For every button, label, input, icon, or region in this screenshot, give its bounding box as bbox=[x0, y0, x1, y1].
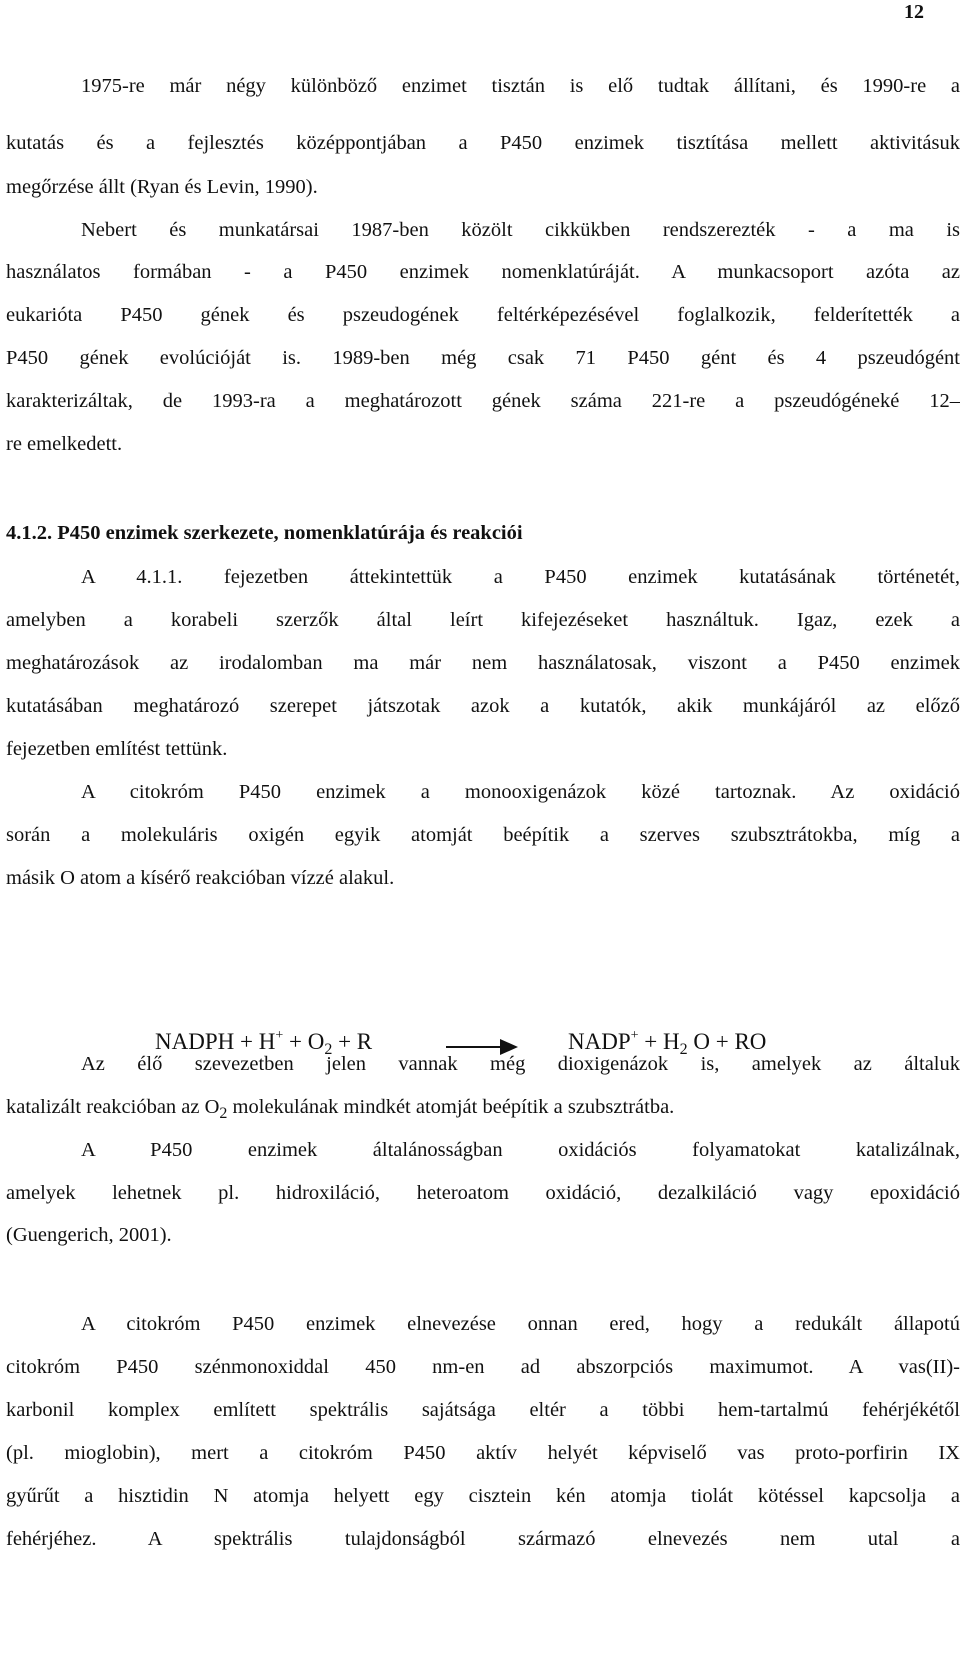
text-line: amelyben a korabeli szerzők által leírt kifejezéseket használtuk. Igaz, ezek a bbox=[6, 609, 960, 631]
text-line: A citokróm P450 enzimek a monooxigenázok közé tartoznak. Az oxidáció bbox=[81, 781, 960, 803]
text-line: citokróm P450 szénmonoxiddal 450 nm-en ad abszorpciós maximumot. A vas(II)- bbox=[6, 1356, 960, 1378]
text-line: kutatás és a fejlesztés középpontjában a P450 enzimek tisztítása mellett aktivitásuk bbox=[6, 132, 960, 154]
text-line: során a molekuláris oxigén egyik atomját beépítik a szerves szubsztrátokba, míg a bbox=[6, 824, 960, 846]
text-line: karakterizáltak, de 1993-ra a meghatározott gének száma 221-re a pszeudógéneké 12– bbox=[6, 390, 960, 412]
text-line: meghatározások az irodalomban ma már nem használatosak, viszont a P450 enzimek bbox=[6, 652, 960, 674]
text-line: A 4.1.1. fejezetben áttekintettük a P450 enzimek kutatásának történetét, bbox=[81, 566, 960, 588]
text-line: Nebert és munkatársai 1987-ben közölt cikkükben rendszerezték - a ma is bbox=[81, 219, 960, 241]
section-heading: 4.1.2. P450 enzimek szerkezete, nomenklatúrája és reakciói bbox=[6, 522, 523, 544]
text-line: (Guengerich, 2001). bbox=[6, 1224, 172, 1246]
equation-reactants: NADPH + $H^+ + O_2 + R$ bbox=[155, 1028, 373, 1058]
text-line: gyűrűt a hisztidin N atomja helyett egy cisztein kén atomja tiolát kötéssel kapcsolja a bbox=[6, 1485, 960, 1507]
text-line: másik O atom a kísérő reakcióban vízzé alakul. bbox=[6, 867, 395, 889]
text-line: P450 gének evolúcióját is. 1989-ben még csak 71 P450 gént és 4 pszeudógént bbox=[6, 347, 960, 369]
text-line: re emelkedett. bbox=[6, 433, 123, 455]
text-line: (pl. mioglobin), mert a citokróm P450 aktív helyét képviselő vas proto-porfirin IX bbox=[6, 1442, 960, 1464]
text-line: 1975-re már négy különböző enzimet tisztán is elő tudtak állítani, és 1990-re a bbox=[81, 75, 960, 97]
text-line: eukarióta P450 gének és pszeudogének feltérképezésével foglalkozik, felderítették a bbox=[6, 304, 960, 326]
text-line: kutatásában meghatározó szerepet játszotak azok a kutatók, akik munkájáról az előző bbox=[6, 695, 960, 717]
text-line: karbonil komplex említett spektrális sajátsága eltér a többi hem-tartalmú fehérjékétől bbox=[6, 1399, 960, 1421]
text-line: A P450 enzimek általánosságban oxidációs folyamatokat katalizálnak, bbox=[81, 1139, 960, 1161]
text-line: A citokróm P450 enzimek elnevezése onnan ered, hogy a redukált állapotú bbox=[81, 1313, 960, 1335]
text-line: katalizált reakcióban az $O_2$ molekulának mindkét atomját beépítik a szubsztrátba. bbox=[6, 1096, 675, 1122]
equation-products: NADP+ + $H_2$ O + RO bbox=[568, 1028, 767, 1058]
page-number: 12 bbox=[904, 1, 924, 23]
text-line: használatos formában - a P450 enzimek nomenklatúráját. A munkacsoport azóta az bbox=[6, 261, 960, 283]
text-line: amelyek lehetnek pl. hidroxiláció, heteroatom oxidáció, dezalkiláció vagy epoxidáció bbox=[6, 1182, 960, 1204]
text-line: megőrzése állt (Ryan és Levin, 1990). bbox=[6, 176, 318, 198]
text-line: Az élő szevezetben jelen vannak még dioxigenázok is, amelyek az általuk bbox=[81, 1053, 960, 1075]
text-line: fehérjéhez. A spektrális tulajdonságból származó elnevezés nem utal a bbox=[6, 1528, 960, 1550]
text-line: fejezetben említést tettünk. bbox=[6, 738, 228, 760]
